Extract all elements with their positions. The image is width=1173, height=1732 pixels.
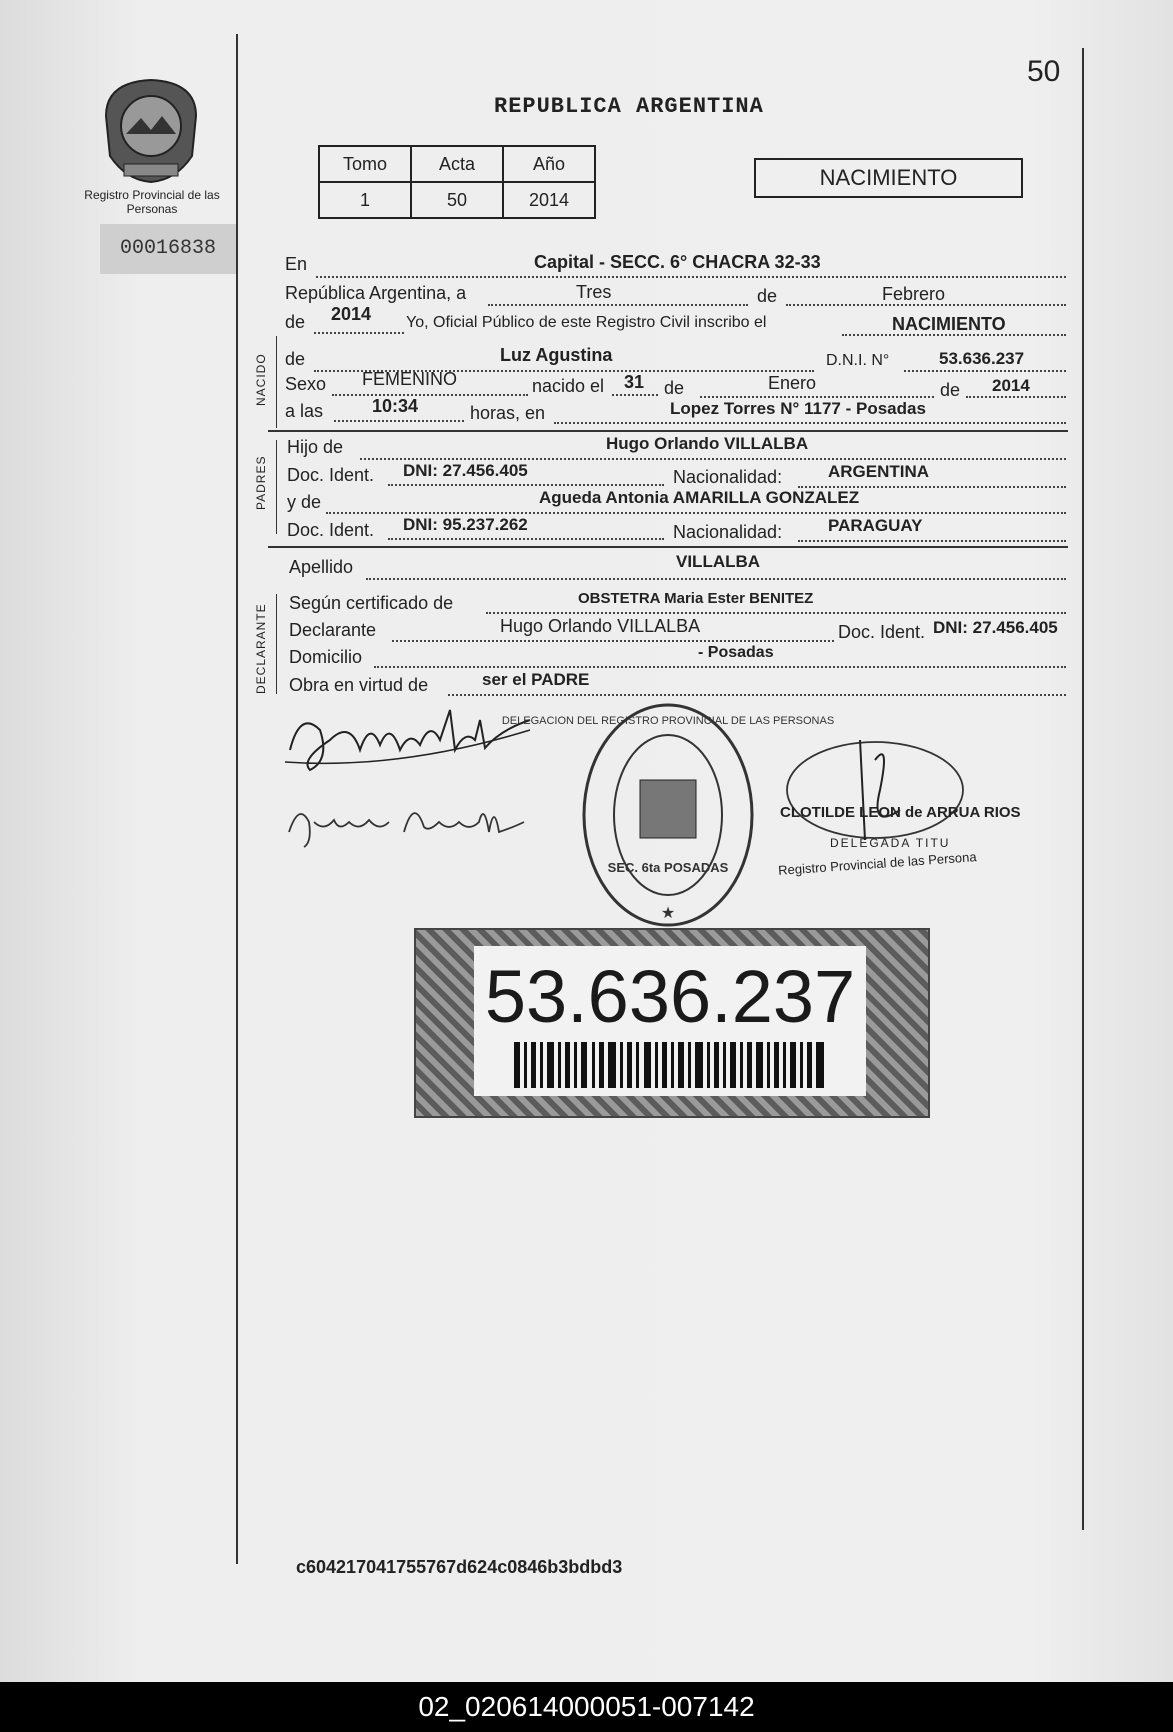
footer-file-id: 02_020614000051-007142	[0, 1682, 1173, 1732]
dotted-line	[612, 394, 658, 396]
value-lugar: Capital - SECC. 6° CHACRA 32-33	[534, 252, 821, 272]
label-de: de	[940, 380, 961, 400]
value-virtud: ser el PADRE	[482, 670, 590, 689]
value-padre-doc: DNI: 27.456.405	[403, 461, 528, 480]
tomo-header: Tomo	[319, 146, 411, 182]
label-obra-virtud: Obra en virtud de	[289, 675, 429, 695]
label-de: de	[664, 378, 685, 398]
label-de: de	[285, 312, 306, 332]
value-madre: Agueda Antonia AMARILLA GONZALEZ	[539, 488, 860, 507]
value-domicilio: - Posadas	[698, 644, 774, 661]
registry-label: Registro Provincial de las Personas	[84, 188, 220, 216]
label-nacionalidad: Nacionalidad:	[673, 522, 783, 542]
value-dia-nac: 31	[624, 372, 645, 392]
dotted-line	[486, 612, 1066, 614]
side-label-padres: PADRES	[254, 455, 268, 510]
dotted-line	[374, 666, 1066, 668]
section-bracket	[276, 440, 277, 534]
dotted-line	[448, 694, 1066, 696]
dni-barcode-sticker	[414, 928, 930, 1118]
official-org-stamp: Registro Provincial de las Persona	[777, 849, 977, 878]
page-number: 50	[1027, 55, 1061, 88]
dotted-line	[966, 396, 1066, 398]
dotted-line	[316, 276, 1066, 278]
value-declarante: Hugo Orlando VILLALBA	[500, 616, 701, 636]
dotted-line	[488, 304, 748, 306]
value-anio-inscripcion: 2014	[331, 304, 372, 324]
value-dia-inscripcion: Tres	[576, 282, 612, 302]
value-apellido: VILLALBA	[676, 552, 761, 571]
section-bracket	[276, 336, 277, 428]
label-dni: D.N.I. N°	[826, 352, 890, 369]
value-mes-nac: Enero	[768, 373, 817, 393]
official-role-stamp: DELEGADA TITU	[830, 836, 951, 850]
label-segun-cert: Según certificado de	[289, 593, 454, 613]
side-label-nacido: NACIDO	[254, 353, 268, 406]
label-hijo-de: Hijo de	[287, 437, 344, 457]
label-doc-ident: Doc. Ident.	[838, 622, 926, 642]
label-a-las: a las	[285, 401, 324, 421]
declarante-signature	[280, 700, 540, 780]
value-dni: 53.636.237	[939, 349, 1025, 368]
tomo-value: 1	[319, 182, 411, 218]
section-separator	[268, 430, 1068, 432]
dotted-line	[360, 458, 1066, 460]
dotted-line	[326, 512, 1066, 514]
label-nacido-el: nacido el	[532, 376, 605, 396]
serial-number: 00016838	[100, 224, 236, 274]
label-horas-en: horas, en	[470, 403, 546, 423]
label-apellido: Apellido	[289, 557, 354, 577]
label-domicilio: Domicilio	[289, 647, 363, 667]
dotted-line	[314, 332, 404, 334]
label-yo-oficial: Yo, Oficial Público de este Registro Civil inscribo el	[406, 314, 767, 331]
official-signature	[780, 730, 970, 850]
label-en: En	[285, 254, 308, 274]
value-padre: Hugo Orlando VILLALBA	[606, 434, 809, 453]
label-doc-ident: Doc. Ident.	[287, 465, 375, 485]
value-mes-inscripcion: Febrero	[882, 284, 946, 304]
star-icon: ★	[660, 905, 676, 922]
right-margin-line	[1082, 48, 1084, 1530]
dotted-line	[388, 484, 664, 486]
dotted-line	[798, 540, 1066, 542]
tomo-acta-anio-table	[318, 145, 596, 219]
dotted-line	[700, 396, 934, 398]
barcode-label	[474, 946, 866, 1096]
document-hash: c604217041755767d624c0846b3bdbd3	[296, 1557, 623, 1577]
official-name-stamp: CLOTILDE LEON de ARRUA RIOS	[780, 804, 1021, 821]
value-certificado: OBSTETRA Maria Ester BENITEZ	[578, 590, 814, 607]
dotted-line	[366, 578, 1066, 580]
dotted-line	[554, 422, 1066, 424]
side-label-declarante: DECLARANTE	[254, 603, 268, 694]
value-padre-nac: ARGENTINA	[828, 462, 930, 481]
dotted-line	[392, 640, 834, 642]
value-nombre: Luz Agustina	[500, 345, 613, 365]
label-nacionalidad: Nacionalidad:	[673, 467, 783, 487]
acta-header: Acta	[411, 146, 503, 182]
oval-stamp-text: DELEGACION DEL REGISTRO PROVINCIAL DE LAS PERSONAS	[501, 715, 835, 727]
dotted-line	[332, 394, 528, 396]
label-de: de	[757, 286, 778, 306]
label-republica: República Argentina, a	[285, 283, 467, 303]
section-separator	[268, 546, 1068, 548]
label-y-de: y de	[287, 492, 322, 512]
value-madre-nac: PARAGUAY	[828, 516, 923, 535]
value-sexo: FEMENINO	[362, 369, 458, 389]
dotted-line	[334, 420, 464, 422]
act-type-box: NACIMIENTO	[754, 158, 1023, 198]
value-anio-nac: 2014	[992, 376, 1030, 395]
province-seal-logo	[96, 76, 206, 184]
oval-stamp-center: SEC. 6ta POSADAS	[607, 860, 729, 875]
value-madre-doc: DNI: 95.237.262	[403, 515, 528, 534]
left-margin-line	[236, 34, 238, 1564]
section-bracket	[276, 594, 277, 694]
value-declarante-doc: DNI: 27.456.405	[933, 618, 1058, 637]
registry-oval-stamp	[501, 700, 835, 930]
label-doc-ident: Doc. Ident.	[287, 520, 375, 540]
madre-signature	[284, 792, 564, 852]
barcode-number: 53.636.237	[484, 955, 856, 1038]
value-hora: 10:34	[372, 396, 419, 416]
dotted-line	[388, 538, 664, 540]
dotted-line	[904, 370, 1066, 372]
barcode-bars	[514, 1042, 826, 1088]
label-de: de	[285, 349, 306, 369]
value-lugar-nac: Lopez Torres N° 1177 - Posadas	[670, 399, 926, 418]
label-sexo: Sexo	[285, 374, 327, 394]
value-acto: NACIMIENTO	[892, 314, 1006, 334]
anio-value: 2014	[503, 182, 595, 218]
anio-header: Año	[503, 146, 595, 182]
label-declarante: Declarante	[289, 620, 377, 640]
country-title: REPUBLICA ARGENTINA	[494, 94, 764, 119]
acta-value: 50	[411, 182, 503, 218]
